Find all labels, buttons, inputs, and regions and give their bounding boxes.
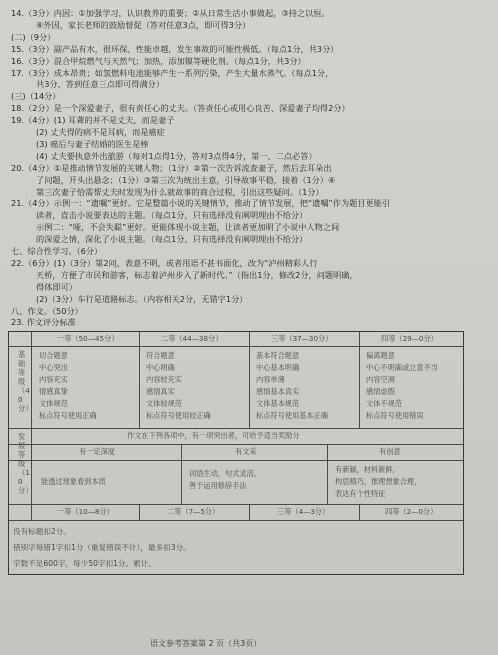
scoring-note: 没有标题扣2分。 xyxy=(13,527,71,537)
development-criterion: 有新颖，材料新鲜， xyxy=(335,465,400,475)
basic-criterion: 内容空洞 xyxy=(366,375,395,385)
answer-line: (2)（3分）车行是道路标志。（内容相关2分，无错字1分） xyxy=(36,293,248,304)
section-heading: 23. 作文评分标准 xyxy=(11,317,76,328)
scoring-note: 错别字每错1字扣1分（重复错误不计），最多扣3分。 xyxy=(13,543,191,553)
basic-criterion: 标点符号使用基本正确 xyxy=(256,411,328,421)
development-criterion: 能透过现象看到本质 xyxy=(41,477,106,487)
development-criterion: 善于运用修辞手法 xyxy=(189,481,247,491)
basic-criterion: 文体不规范 xyxy=(366,399,402,409)
answer-line: (2) 丈夫得的病不是耳病，而是癌症 xyxy=(36,127,165,137)
essay-scoring-table xyxy=(8,331,464,575)
basic-level-label: 基础等级（40分） xyxy=(18,350,33,414)
answer-line: 第三次妻子恰需帮丈夫时发现为什么就故事的商合过程，引出这些疑问。（1分） xyxy=(36,186,324,197)
answer-line: 示例二：“哑，不会失聪”更好。更能体现小说主题，让读者更加明了小说中人物之间 xyxy=(36,222,340,233)
section-heading: 七、综合性学习。（6分） xyxy=(11,246,103,256)
answer-line: (3) 癌后与妻子结婚的医生是棒 xyxy=(36,138,149,149)
answer-line: 16.（3分）混合甲烷燃气与天然气；加热，添加镍等硬化剂。（每点1分，共3分） xyxy=(11,55,306,66)
answer-line: 天桥，方便了市民和游客，标志着泸州步入了新时代。”（指出1分，修改2分，问题明确， xyxy=(36,269,358,280)
page-footer: 语文参考答案第 2 页（共3页） xyxy=(150,639,262,648)
development-criterion: 构思精巧，推理想象合理， xyxy=(335,477,422,487)
basic-criterion: 标点符号使用正确 xyxy=(39,411,97,421)
answer-line: 了问题，开头出悬念；（1分）③第三次为统出主意，引导故事平稳，接着（1分）④ xyxy=(36,174,336,185)
basic-criterion: 符合题意 xyxy=(146,351,175,361)
development-criterion: 词语生动，句式灵活， xyxy=(189,469,261,479)
basic-criterion: 切合题意 xyxy=(39,351,68,361)
basic-criterion: 中心明确 xyxy=(146,363,175,373)
answer-line: 20.（4分）①是推动情节发展的关键人物；（1分）②第一次告诉流查妻子，然后去耳朵出 xyxy=(11,162,332,173)
answer-line: 的深爱之情，深化了小说主题。（每点1分，只有选择没有阐明理由不给分） xyxy=(36,234,308,245)
deduction-grade: 二等（7—5分） xyxy=(167,507,220,517)
basic-criterion: 感情真实 xyxy=(146,387,175,397)
answer-line: ④外因，家长老师的鼓励督促（答对任意3点，即可得3分） xyxy=(36,19,251,30)
basic-criterion: 中心不明确或立意不当 xyxy=(366,363,438,373)
development-header: 有文采 xyxy=(235,447,257,457)
basic-criterion: 内容较充实 xyxy=(146,375,182,385)
grade-header: 四等（29—0分） xyxy=(381,334,438,344)
answer-line: 19.（4分）(1) 耳聋的并不是丈夫，而是妻子 xyxy=(11,115,175,126)
answer-line: 18.（2分）是一个深爱妻子，很有责任心的丈夫。（答责任心或用心良苦、深爱妻子均得2分） xyxy=(11,103,350,114)
basic-criterion: 偏离题意 xyxy=(366,351,395,361)
scoring-note: 字数不足600字，每少50字扣1分。累计。 xyxy=(13,559,156,569)
development-intro: 作文在下列各项中，有一项突出者，可给予适当奖励分 xyxy=(127,431,300,441)
section-heading: (三)（14分） xyxy=(11,91,61,102)
answer-line: (4) 丈夫要执意外出旅游（每对1点得1分，答对3点得4分，第一、二点必答） xyxy=(36,150,317,161)
answer-line: 15.（3分）副产品有水，很环保，性能卓越，发生事故的可能性极低。（每点1分，共3分） xyxy=(11,43,339,54)
basic-criterion: 中心基本明确 xyxy=(256,363,300,373)
development-header: 有创意 xyxy=(379,447,401,457)
deduction-grade: 四等（2—0分） xyxy=(385,507,438,517)
basic-criterion: 中心突出 xyxy=(39,363,68,373)
grade-header: 三等（37—30分） xyxy=(271,334,333,344)
answer-line: 22.（6分）(1)（3分）第2问，表意不明，或者用语不甚书面化，改为“泸州精彩人行 xyxy=(11,257,318,268)
section-heading: (二)（9分） xyxy=(11,31,56,42)
deduction-grade: 一等（10—8分） xyxy=(57,507,114,517)
development-criterion: 表达有个性特征 xyxy=(335,489,386,499)
deduction-grade: 三等（4—3分） xyxy=(277,507,330,517)
basic-criterion: 标点符号使用错误 xyxy=(366,411,424,421)
grade-header: 二等（44—38分） xyxy=(161,334,223,344)
answer-line: 共3分，答到任意三点即可得满分） xyxy=(36,79,165,90)
answer-line: 21.（4分）示例一：“遗嘱”更好。它是整篇小说的关键情节，推动了情节发展，把“遗嘱”作为题目更能引 xyxy=(11,198,391,209)
basic-criterion: 文体较规范 xyxy=(146,399,182,409)
answer-line: 14.（3分）内因：①加强学习，认识教养的重要；②从日常生活小事做起，③持之以恒。 xyxy=(11,8,330,18)
basic-criterion: 标点符号使用较正确 xyxy=(146,411,211,421)
basic-criterion: 基本符合题意 xyxy=(256,351,300,361)
grade-header: 一等（50—45分） xyxy=(57,334,119,344)
basic-criterion: 文体基本规范 xyxy=(256,399,300,409)
answer-line: 读者，直击小说要表达的主题。（每点1分，只有选择没有阐明理由不给分） xyxy=(36,210,308,221)
answer-line: 得体即可） xyxy=(36,281,77,292)
basic-criterion: 内容单薄 xyxy=(256,375,285,385)
basic-criterion: 文体规范 xyxy=(39,399,68,409)
section-heading: 八、作文。（50分） xyxy=(11,305,83,316)
basic-criterion: 情感真挚 xyxy=(39,387,68,397)
development-header: 有一定深度 xyxy=(79,447,115,457)
basic-criterion: 感情虚假 xyxy=(366,387,395,397)
basic-criterion: 感情基本真实 xyxy=(256,387,300,397)
basic-criterion: 内容充实 xyxy=(39,375,68,385)
answer-line: 17.（3分）成本昂贵；如氢燃料电池能够产生一系列污染，产生大量水蒸气。（每点1分， xyxy=(11,67,334,78)
development-level-label: 发展等级（10分） xyxy=(18,432,33,496)
